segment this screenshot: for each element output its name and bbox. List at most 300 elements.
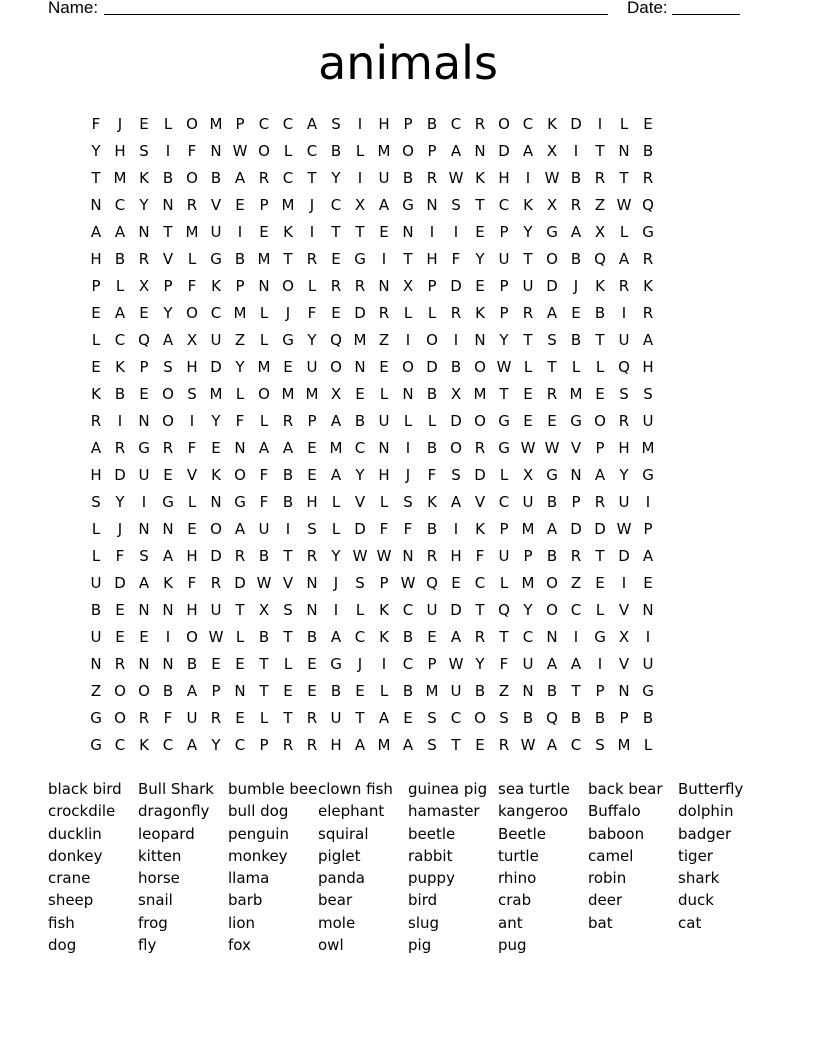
grid-letter[interactable]: O xyxy=(210,520,222,538)
grid-letter[interactable]: S xyxy=(427,736,437,754)
grid-letter[interactable]: U xyxy=(90,628,102,646)
grid-letter[interactable]: T xyxy=(595,142,605,160)
grid-letter[interactable]: B xyxy=(450,358,462,376)
grid-letter[interactable]: G xyxy=(282,331,294,349)
grid-letter[interactable]: A xyxy=(546,655,558,673)
grid-letter[interactable]: Y xyxy=(211,412,221,430)
grid-letter[interactable]: L xyxy=(259,709,269,727)
grid-letter[interactable]: R xyxy=(642,169,654,187)
grid-letter[interactable]: E xyxy=(475,736,485,754)
grid-letter[interactable]: T xyxy=(475,196,485,214)
grid-letter[interactable]: V xyxy=(474,493,486,511)
grid-letter[interactable]: O xyxy=(330,358,342,376)
grid-letter[interactable]: R xyxy=(306,736,318,754)
grid-letter[interactable]: T xyxy=(499,628,509,646)
grid-letter[interactable]: D xyxy=(450,412,462,430)
grid-letter[interactable]: H xyxy=(90,250,102,268)
grid-letter[interactable]: R xyxy=(474,439,486,457)
grid-letter[interactable]: U xyxy=(450,682,462,700)
grid-letter[interactable]: F xyxy=(163,709,173,727)
grid-letter[interactable]: U xyxy=(498,547,510,565)
grid-letter[interactable]: I xyxy=(381,250,387,268)
grid-letter[interactable]: I xyxy=(429,223,435,241)
grid-letter[interactable]: N xyxy=(402,547,414,565)
grid-letter[interactable]: A xyxy=(450,142,462,160)
grid-letter[interactable]: P xyxy=(643,520,653,538)
grid-letter[interactable]: U xyxy=(258,520,270,538)
grid-letter[interactable]: G xyxy=(402,196,414,214)
grid-letter[interactable]: I xyxy=(453,223,459,241)
grid-letter[interactable]: K xyxy=(115,358,125,376)
grid-letter[interactable]: X xyxy=(402,277,414,295)
grid-letter[interactable]: F xyxy=(187,439,197,457)
grid-letter[interactable]: P xyxy=(403,115,413,133)
grid-letter[interactable]: V xyxy=(162,250,174,268)
grid-letter[interactable]: Q xyxy=(330,331,342,349)
grid-letter[interactable]: E xyxy=(259,223,269,241)
grid-letter[interactable]: R xyxy=(306,709,318,727)
grid-letter[interactable]: P xyxy=(259,736,269,754)
grid-letter[interactable]: O xyxy=(546,601,558,619)
grid-letter[interactable]: S xyxy=(451,466,461,484)
grid-letter[interactable]: L xyxy=(331,493,341,511)
grid-letter[interactable]: P xyxy=(499,304,509,322)
grid-letter[interactable]: R xyxy=(378,304,390,322)
grid-letter[interactable]: E xyxy=(139,304,149,322)
grid-letter[interactable]: B xyxy=(402,628,414,646)
grid-letter[interactable]: Y xyxy=(499,331,509,349)
grid-letter[interactable]: K xyxy=(91,385,101,403)
grid-letter[interactable]: D xyxy=(498,142,510,160)
grid-letter[interactable]: T xyxy=(283,547,293,565)
grid-letter[interactable]: U xyxy=(90,574,102,592)
grid-letter[interactable]: E xyxy=(307,466,317,484)
grid-letter[interactable]: W xyxy=(352,547,368,565)
grid-letter[interactable]: B xyxy=(570,169,582,187)
grid-letter[interactable]: T xyxy=(331,223,341,241)
grid-letter[interactable]: C xyxy=(522,628,534,646)
grid-letter[interactable]: B xyxy=(258,628,270,646)
grid-letter[interactable]: G xyxy=(210,250,222,268)
grid-letter[interactable]: Y xyxy=(91,142,101,160)
grid-letter[interactable]: T xyxy=(307,169,317,187)
grid-letter[interactable]: V xyxy=(186,466,198,484)
grid-letter[interactable]: O xyxy=(258,385,270,403)
grid-letter[interactable]: E xyxy=(235,655,245,673)
grid-letter[interactable]: T xyxy=(355,223,365,241)
grid-letter[interactable]: D xyxy=(210,358,222,376)
grid-letter[interactable]: W xyxy=(400,574,416,592)
grid-letter[interactable]: H xyxy=(186,601,198,619)
grid-letter[interactable]: A xyxy=(90,439,102,457)
grid-letter[interactable]: E xyxy=(163,466,173,484)
grid-letter[interactable]: R xyxy=(618,277,630,295)
grid-letter[interactable]: H xyxy=(378,115,390,133)
grid-letter[interactable]: F xyxy=(427,466,437,484)
grid-letter[interactable]: O xyxy=(258,142,270,160)
grid-letter[interactable]: M xyxy=(209,115,223,133)
grid-letter[interactable]: R xyxy=(474,115,486,133)
grid-letter[interactable]: Y xyxy=(619,466,629,484)
grid-letter[interactable]: X xyxy=(354,196,366,214)
grid-letter[interactable]: M xyxy=(521,574,535,592)
grid-letter[interactable]: A xyxy=(114,223,126,241)
grid-letter[interactable]: E xyxy=(91,304,101,322)
grid-letter[interactable]: C xyxy=(354,628,366,646)
grid-letter[interactable]: T xyxy=(475,601,485,619)
grid-letter[interactable]: U xyxy=(522,493,534,511)
grid-letter[interactable]: R xyxy=(186,196,198,214)
grid-letter[interactable]: N xyxy=(354,358,366,376)
grid-letter[interactable]: N xyxy=(426,196,438,214)
grid-letter[interactable]: L xyxy=(355,142,365,160)
grid-letter[interactable]: D xyxy=(114,574,126,592)
grid-letter[interactable]: X xyxy=(450,385,462,403)
grid-letter[interactable]: E xyxy=(115,601,125,619)
grid-letter[interactable]: I xyxy=(117,412,123,430)
grid-letter[interactable]: T xyxy=(403,250,413,268)
grid-letter[interactable]: R xyxy=(306,250,318,268)
grid-letter[interactable]: T xyxy=(259,682,269,700)
grid-letter[interactable]: M xyxy=(377,142,391,160)
grid-letter[interactable]: M xyxy=(353,331,367,349)
grid-letter[interactable]: H xyxy=(90,466,102,484)
grid-letter[interactable]: C xyxy=(522,115,534,133)
grid-letter[interactable]: L xyxy=(235,628,245,646)
grid-letter[interactable]: M xyxy=(425,682,439,700)
grid-letter[interactable]: S xyxy=(427,709,437,727)
grid-letter[interactable]: E xyxy=(235,709,245,727)
grid-letter[interactable]: Y xyxy=(523,601,533,619)
grid-letter[interactable]: C xyxy=(162,736,174,754)
grid-letter[interactable]: O xyxy=(186,115,198,133)
grid-letter[interactable]: D xyxy=(594,520,606,538)
grid-letter[interactable]: A xyxy=(546,736,558,754)
grid-letter[interactable]: A xyxy=(546,304,558,322)
grid-letter[interactable]: D xyxy=(114,466,126,484)
grid-letter[interactable]: F xyxy=(187,142,197,160)
grid-letter[interactable]: A xyxy=(570,223,582,241)
grid-letter[interactable]: S xyxy=(451,196,461,214)
grid-letter[interactable]: T xyxy=(235,601,245,619)
grid-letter[interactable]: I xyxy=(597,115,603,133)
grid-letter[interactable]: G xyxy=(546,466,558,484)
grid-letter[interactable]: O xyxy=(138,682,150,700)
grid-letter[interactable]: D xyxy=(234,574,246,592)
grid-letter[interactable]: A xyxy=(258,439,270,457)
grid-letter[interactable]: U xyxy=(210,331,222,349)
grid-letter[interactable]: G xyxy=(138,439,150,457)
grid-letter[interactable]: F xyxy=(451,250,461,268)
grid-letter[interactable]: R xyxy=(426,547,438,565)
grid-letter[interactable]: S xyxy=(403,493,413,511)
grid-letter[interactable]: L xyxy=(379,682,389,700)
grid-letter[interactable]: D xyxy=(354,304,366,322)
grid-letter[interactable]: B xyxy=(210,169,222,187)
grid-letter[interactable]: V xyxy=(570,439,582,457)
grid-letter[interactable]: N xyxy=(234,439,246,457)
grid-letter[interactable]: C xyxy=(450,115,462,133)
grid-letter[interactable]: G xyxy=(354,250,366,268)
grid-letter[interactable]: T xyxy=(619,169,629,187)
grid-letter[interactable]: D xyxy=(570,115,582,133)
grid-letter[interactable]: I xyxy=(453,331,459,349)
grid-letter[interactable]: D xyxy=(474,466,486,484)
grid-letter[interactable]: R xyxy=(90,412,102,430)
grid-letter[interactable]: A xyxy=(378,709,390,727)
grid-letter[interactable]: O xyxy=(474,358,486,376)
grid-letter[interactable]: I xyxy=(141,493,147,511)
grid-letter[interactable]: C xyxy=(498,196,510,214)
grid-letter[interactable]: B xyxy=(594,709,606,727)
grid-letter[interactable]: A xyxy=(594,466,606,484)
grid-letter[interactable]: K xyxy=(475,520,485,538)
grid-letter[interactable]: I xyxy=(333,601,339,619)
grid-letter[interactable]: M xyxy=(209,385,223,403)
grid-letter[interactable]: I xyxy=(237,223,243,241)
grid-letter[interactable]: A xyxy=(186,682,198,700)
grid-letter[interactable]: E xyxy=(571,304,581,322)
grid-letter[interactable]: M xyxy=(113,169,127,187)
grid-letter[interactable]: E xyxy=(379,358,389,376)
grid-letter[interactable]: L xyxy=(427,304,437,322)
grid-letter[interactable]: O xyxy=(114,709,126,727)
grid-letter[interactable]: F xyxy=(307,304,317,322)
grid-letter[interactable]: P xyxy=(571,493,581,511)
grid-letter[interactable]: F xyxy=(91,115,101,133)
grid-letter[interactable]: M xyxy=(305,385,319,403)
grid-letter[interactable]: T xyxy=(523,331,533,349)
grid-letter[interactable]: B xyxy=(546,493,558,511)
grid-letter[interactable]: B xyxy=(570,331,582,349)
grid-letter[interactable]: K xyxy=(547,115,557,133)
grid-letter[interactable]: R xyxy=(138,709,150,727)
grid-letter[interactable]: B xyxy=(234,250,246,268)
grid-letter[interactable]: A xyxy=(234,520,246,538)
grid-letter[interactable]: B xyxy=(426,439,438,457)
grid-letter[interactable]: I xyxy=(165,142,171,160)
grid-letter[interactable]: B xyxy=(426,520,438,538)
grid-letter[interactable]: E xyxy=(523,412,533,430)
grid-letter[interactable]: M xyxy=(329,439,343,457)
grid-letter[interactable]: X xyxy=(594,223,606,241)
grid-letter[interactable]: B xyxy=(642,709,654,727)
grid-letter[interactable]: I xyxy=(165,628,171,646)
grid-letter[interactable]: B xyxy=(426,385,438,403)
grid-letter[interactable]: B xyxy=(402,169,414,187)
grid-letter[interactable]: C xyxy=(306,142,318,160)
grid-letter[interactable]: I xyxy=(309,223,315,241)
grid-letter[interactable]: P xyxy=(307,412,317,430)
grid-letter[interactable]: B xyxy=(114,250,126,268)
grid-letter[interactable]: R xyxy=(282,412,294,430)
grid-letter[interactable]: D xyxy=(570,520,582,538)
grid-letter[interactable]: I xyxy=(645,493,651,511)
grid-letter[interactable]: L xyxy=(235,385,245,403)
grid-letter[interactable]: L xyxy=(91,547,101,565)
grid-letter[interactable]: L xyxy=(619,115,629,133)
grid-letter[interactable]: R xyxy=(210,574,222,592)
grid-letter[interactable]: A xyxy=(450,493,462,511)
grid-letter[interactable]: A xyxy=(402,736,414,754)
grid-letter[interactable]: F xyxy=(115,547,125,565)
grid-letter[interactable]: A xyxy=(330,466,342,484)
grid-letter[interactable]: A xyxy=(282,439,294,457)
grid-letter[interactable]: B xyxy=(594,304,606,322)
grid-letter[interactable]: R xyxy=(546,385,558,403)
grid-letter[interactable]: H xyxy=(498,169,510,187)
grid-letter[interactable]: G xyxy=(234,493,246,511)
grid-letter[interactable]: K xyxy=(643,277,653,295)
grid-letter[interactable]: A xyxy=(138,574,150,592)
grid-letter[interactable]: R xyxy=(354,277,366,295)
grid-letter[interactable]: B xyxy=(186,655,198,673)
grid-letter[interactable]: C xyxy=(402,601,414,619)
grid-letter[interactable]: Q xyxy=(138,331,150,349)
grid-letter[interactable]: K xyxy=(379,601,389,619)
grid-letter[interactable]: U xyxy=(330,709,342,727)
grid-letter[interactable]: Y xyxy=(235,358,245,376)
grid-letter[interactable]: S xyxy=(163,358,173,376)
grid-letter[interactable]: E xyxy=(403,709,413,727)
grid-letter[interactable]: S xyxy=(91,493,101,511)
grid-letter[interactable]: P xyxy=(427,142,437,160)
grid-letter[interactable]: A xyxy=(234,169,246,187)
grid-letter[interactable]: C xyxy=(330,196,342,214)
grid-letter[interactable]: B xyxy=(570,250,582,268)
grid-letter[interactable]: A xyxy=(570,655,582,673)
grid-letter[interactable]: M xyxy=(281,196,295,214)
grid-letter[interactable]: A xyxy=(162,331,174,349)
grid-letter[interactable]: M xyxy=(257,358,271,376)
grid-letter[interactable]: N xyxy=(618,142,630,160)
grid-letter[interactable]: S xyxy=(355,574,365,592)
grid-letter[interactable]: X xyxy=(522,466,534,484)
grid-letter[interactable]: C xyxy=(402,655,414,673)
grid-letter[interactable]: A xyxy=(186,736,198,754)
grid-letter[interactable]: I xyxy=(405,439,411,457)
grid-letter[interactable]: W xyxy=(448,655,464,673)
grid-letter[interactable]: H xyxy=(618,439,630,457)
grid-letter[interactable]: Z xyxy=(594,196,606,214)
grid-letter[interactable]: M xyxy=(521,520,535,538)
grid-letter[interactable]: E xyxy=(451,574,461,592)
grid-letter[interactable]: P xyxy=(163,277,173,295)
grid-letter[interactable]: J xyxy=(309,196,315,214)
grid-letter[interactable]: N xyxy=(138,520,150,538)
grid-letter[interactable]: W xyxy=(616,196,632,214)
grid-letter[interactable]: N xyxy=(474,142,486,160)
grid-letter[interactable]: T xyxy=(283,628,293,646)
grid-letter[interactable]: W xyxy=(448,169,464,187)
grid-letter[interactable]: P xyxy=(139,358,149,376)
grid-letter[interactable]: S xyxy=(643,385,653,403)
grid-letter[interactable]: I xyxy=(645,628,651,646)
grid-letter[interactable]: C xyxy=(210,304,222,322)
grid-letter[interactable]: K xyxy=(163,574,173,592)
grid-letter[interactable]: M xyxy=(641,439,655,457)
grid-letter[interactable]: X xyxy=(138,277,150,295)
grid-letter[interactable]: T xyxy=(499,385,509,403)
grid-letter[interactable]: H xyxy=(426,250,438,268)
grid-letter[interactable]: J xyxy=(285,304,291,322)
grid-letter[interactable]: R xyxy=(594,169,606,187)
grid-letter[interactable]: R xyxy=(450,304,462,322)
grid-letter[interactable]: N xyxy=(138,223,150,241)
grid-letter[interactable]: J xyxy=(333,574,339,592)
grid-letter[interactable]: I xyxy=(285,520,291,538)
grid-letter[interactable]: E xyxy=(91,358,101,376)
grid-letter[interactable]: M xyxy=(617,736,631,754)
grid-letter[interactable]: O xyxy=(450,439,462,457)
grid-letter[interactable]: U xyxy=(498,250,510,268)
grid-letter[interactable]: L xyxy=(259,304,269,322)
grid-letter[interactable]: Z xyxy=(570,574,582,592)
grid-letter[interactable]: T xyxy=(163,223,173,241)
grid-letter[interactable]: U xyxy=(306,358,318,376)
grid-letter[interactable]: G xyxy=(90,709,102,727)
grid-letter[interactable]: V xyxy=(210,196,222,214)
grid-letter[interactable]: W xyxy=(544,169,560,187)
grid-letter[interactable]: U xyxy=(642,412,654,430)
grid-letter[interactable]: T xyxy=(259,655,269,673)
grid-letter[interactable]: L xyxy=(355,601,365,619)
grid-letter[interactable]: S xyxy=(619,385,629,403)
grid-letter[interactable]: O xyxy=(546,250,558,268)
grid-letter[interactable]: I xyxy=(357,169,363,187)
grid-letter[interactable]: J xyxy=(573,277,579,295)
grid-letter[interactable]: E xyxy=(355,682,365,700)
grid-letter[interactable]: T xyxy=(283,250,293,268)
grid-letter[interactable]: R xyxy=(594,493,606,511)
grid-letter[interactable]: D xyxy=(618,547,630,565)
grid-letter[interactable]: M xyxy=(569,385,583,403)
grid-letter[interactable]: S xyxy=(499,709,509,727)
grid-letter[interactable]: L xyxy=(571,358,581,376)
grid-letter[interactable]: T xyxy=(547,358,557,376)
grid-letter[interactable]: T xyxy=(91,169,101,187)
grid-letter[interactable]: G xyxy=(90,736,102,754)
grid-letter[interactable]: S xyxy=(307,520,317,538)
grid-letter[interactable]: O xyxy=(162,412,174,430)
grid-letter[interactable]: L xyxy=(499,466,509,484)
grid-letter[interactable]: C xyxy=(282,169,294,187)
grid-letter[interactable]: I xyxy=(381,655,387,673)
grid-letter[interactable]: P xyxy=(595,439,605,457)
grid-letter[interactable]: D xyxy=(354,520,366,538)
grid-letter[interactable]: B xyxy=(546,547,558,565)
grid-letter[interactable]: Z xyxy=(498,682,510,700)
grid-letter[interactable]: B xyxy=(258,547,270,565)
grid-letter[interactable]: S xyxy=(595,736,605,754)
grid-letter[interactable]: B xyxy=(114,385,126,403)
grid-letter[interactable]: N xyxy=(546,628,558,646)
grid-letter[interactable]: T xyxy=(283,709,293,727)
grid-letter[interactable]: C xyxy=(354,439,366,457)
grid-letter[interactable]: G xyxy=(642,466,654,484)
grid-letter[interactable]: E xyxy=(643,115,653,133)
grid-letter[interactable]: W xyxy=(544,439,560,457)
grid-letter[interactable]: D xyxy=(546,277,558,295)
grid-letter[interactable]: N xyxy=(138,601,150,619)
grid-letter[interactable]: E xyxy=(211,439,221,457)
grid-letter[interactable]: E xyxy=(475,223,485,241)
grid-letter[interactable]: N xyxy=(162,520,174,538)
grid-letter[interactable]: E xyxy=(283,358,293,376)
grid-letter[interactable]: Y xyxy=(355,466,365,484)
grid-letter[interactable]: W xyxy=(376,547,392,565)
grid-letter[interactable]: O xyxy=(402,358,414,376)
